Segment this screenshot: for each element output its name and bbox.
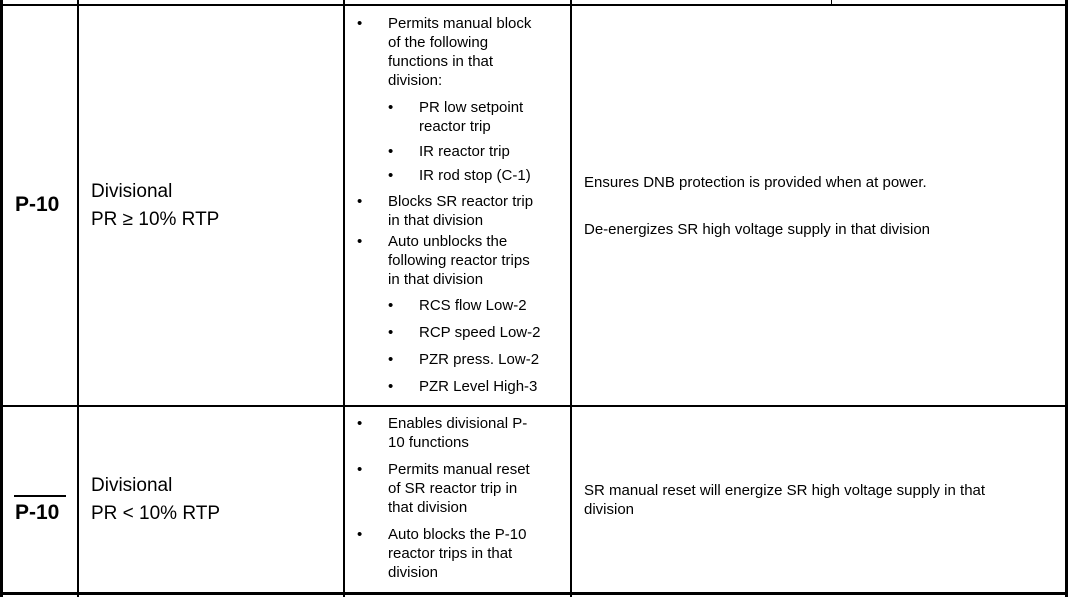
sub-bullet: • (388, 378, 394, 395)
sub-function: RCS flow Low-2 (419, 297, 527, 314)
col-divider-3 (570, 0, 572, 597)
sub-function: PR low setpoint reactor trip (419, 99, 524, 135)
border-left (0, 0, 3, 597)
bullet: • (357, 233, 363, 250)
row-divider (0, 405, 1068, 407)
sub-function: PZR press. Low-2 (419, 351, 540, 368)
row-top-border (0, 4, 1068, 6)
row-bottom-border (0, 592, 1068, 595)
condition-type: Divisional (91, 475, 173, 496)
overline-bar (14, 495, 66, 497)
note-text: Ensures DNB protection is provided when at power. (584, 174, 927, 191)
condition-value: PR < 10% RTP (91, 503, 221, 524)
sub-bullet: • (388, 99, 394, 116)
sub-bullet: • (388, 143, 394, 160)
sub-function: PZR Level High-3 (419, 378, 538, 395)
sub-function: IR rod stop (C-1) (419, 167, 531, 184)
bullet: • (357, 415, 363, 432)
function-text: Auto unblocks the following reactor trips in that division (388, 233, 530, 288)
function-text: Auto blocks the P-10 reactor trips in that division (388, 526, 527, 581)
sub-function: RCP speed Low-2 (419, 324, 541, 341)
sub-bullet: • (388, 297, 394, 314)
function-text: Permits manual reset of SR reactor trip in that division (388, 461, 530, 516)
bullet: • (357, 526, 363, 543)
sub-function: IR reactor trip (419, 143, 510, 160)
interlock-id-overline: P-10 (15, 501, 60, 524)
function-text: Permits manual block of the following functions in that division: (388, 15, 532, 89)
condition-type: Divisional (91, 181, 173, 202)
sub-bullet: • (388, 324, 394, 341)
interlock-id: P-10 (15, 193, 60, 216)
col-divider-2 (343, 0, 345, 597)
note-text: De-energizes SR high voltage supply in that division (584, 221, 931, 238)
condition-value: PR ≥ 10% RTP (91, 209, 220, 230)
col-divider-1 (77, 0, 79, 597)
border-right (1065, 0, 1068, 597)
sub-bullet: • (388, 351, 394, 368)
note-text: SR manual reset will energize SR high voltage supply in that division (584, 482, 986, 518)
function-text: Enables divisional P- 10 functions (388, 415, 528, 451)
bullet: • (357, 193, 363, 210)
bullet: • (357, 15, 363, 32)
function-text: Blocks SR reactor trip in that division (388, 193, 534, 229)
bullet: • (357, 461, 363, 478)
sub-bullet: • (388, 167, 394, 184)
